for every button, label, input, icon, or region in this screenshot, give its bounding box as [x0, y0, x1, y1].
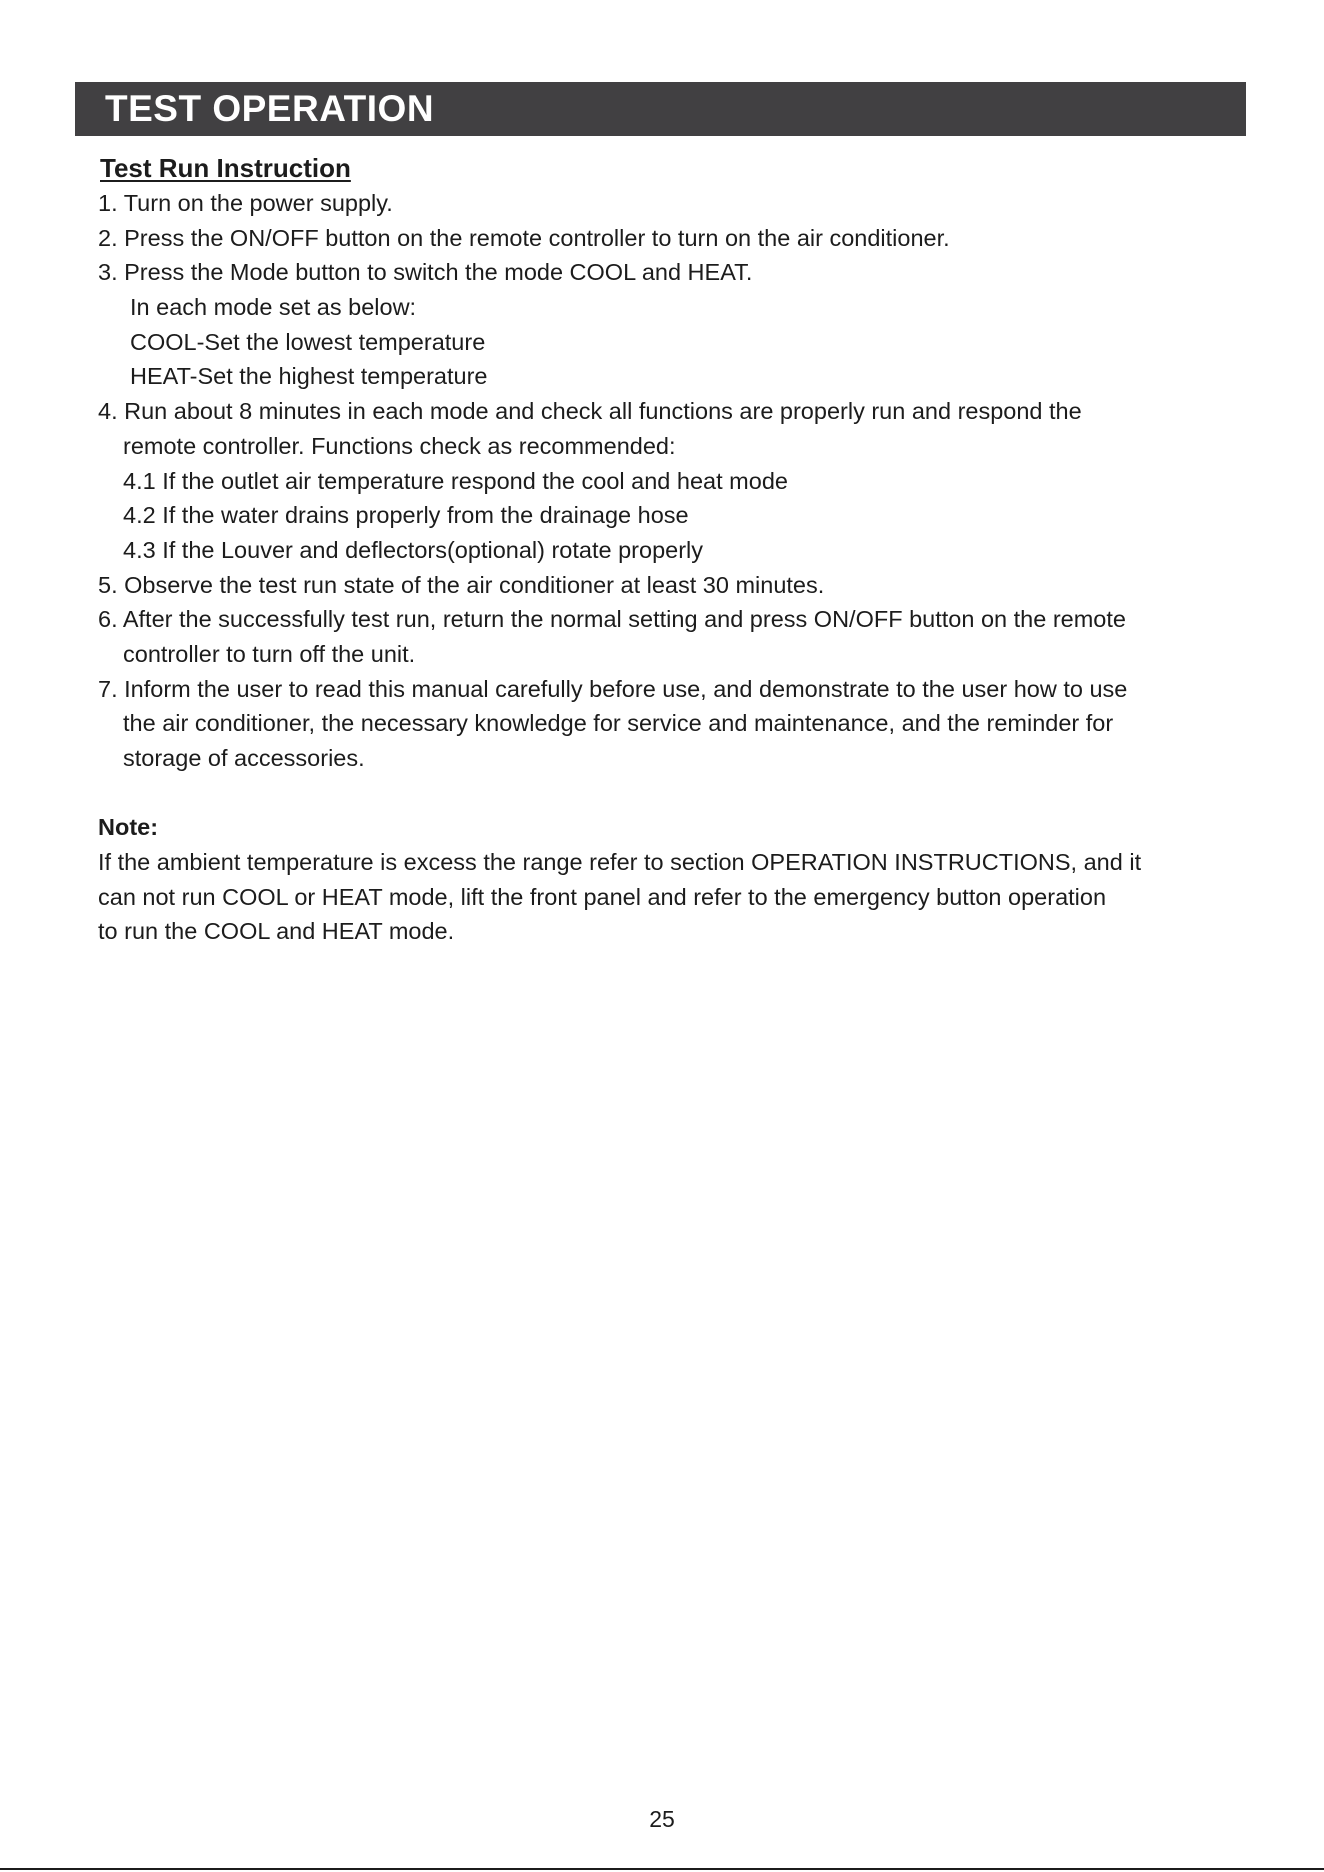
test-run-content: [98, 150, 1248, 949]
note-line-1: If the ambient temperature is excess the range refer to section OPERATION INSTRUCTIONS, and it: [98, 849, 1142, 876]
step-3-sub-heat: HEAT-Set the highest temperature: [130, 363, 488, 390]
step-1: 1. Turn on the power supply.: [98, 190, 393, 216]
step-4-2: 4.2 If the water drains properly from the drainage hose: [123, 502, 689, 529]
note-line-2: can not run COOL or HEAT mode, lift the front panel and refer to the emergency button operation: [98, 883, 1107, 910]
banner-title: TEST OPERATION: [105, 88, 435, 129]
step-7-continued-1: the air conditioner, the necessary knowledge for service and maintenance, and the reminder for: [123, 710, 1114, 737]
step-4-3: 4.3 If the Louver and deflectors(optional) rotate properly: [123, 536, 704, 563]
step-4: 4. Run about 8 minutes in each mode and check all functions are properly run and respond the: [98, 398, 1082, 425]
step-4-continued: remote controller. Functions check as recommended:: [123, 432, 676, 459]
spacer: [98, 776, 1248, 811]
section-banner: [75, 82, 1246, 136]
step-3-sub-intro: In each mode set as below:: [130, 294, 417, 321]
step-6: 6. After the successfully test run, return the normal setting and press ON/OFF button on the remote: [98, 606, 1126, 633]
step-3-sub-cool: COOL-Set the lowest temperature: [130, 328, 486, 355]
step-4-1: 4.1 If the outlet air temperature respond the cool and heat mode: [123, 467, 788, 494]
step-3: 3. Press the Mode button to switch the mode COOL and HEAT.: [98, 259, 753, 286]
page-number: 25: [649, 1806, 675, 1832]
note-heading: Note:: [98, 814, 159, 841]
bottom-rule: [0, 1868, 1324, 1870]
step-5: 5. Observe the test run state of the air conditioner at least 30 minutes.: [98, 571, 825, 598]
note-line-3: to run the COOL and HEAT mode.: [98, 918, 455, 945]
section-heading: Test Run Instruction: [100, 153, 351, 183]
step-7: 7. Inform the user to read this manual carefully before use, and demonstrate to the user how to use: [98, 675, 1128, 702]
step-6-continued: controller to turn off the unit.: [123, 640, 416, 667]
step-7-continued-2: storage of accessories.: [123, 745, 365, 771]
step-2: 2. Press the ON/OFF button on the remote controller to turn on the air conditioner.: [98, 224, 950, 251]
